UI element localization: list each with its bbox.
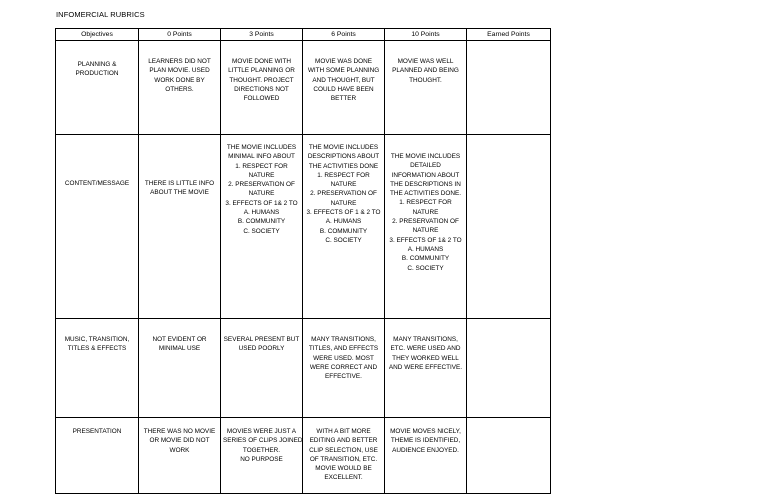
objective-cell [56, 319, 139, 418]
criteria-cell-10-points [385, 135, 467, 319]
criteria-cell-6-points [303, 418, 385, 494]
rubric-row-content-message [56, 135, 551, 319]
earned-points-cell [467, 319, 551, 418]
header-objectives: Objectives [56, 29, 139, 41]
criteria-line: USED POORLY [238, 345, 285, 353]
criteria-cell-0-points [139, 135, 221, 319]
criteria-line: NATURE [412, 227, 439, 235]
criteria-line: MOVIES WERE JUST A [226, 428, 297, 435]
criteria-line: LEARNERS DID NOT [148, 58, 211, 65]
criteria-line: WITH SOME PLANNING [307, 67, 380, 75]
rubric-row-presentation [56, 418, 551, 494]
criteria-cell-0-points [139, 418, 221, 494]
criteria-line: THEME IS IDENTIFIED, [390, 437, 461, 445]
criteria-line: 3. EFFECTS OF 1& 2 TO [225, 199, 298, 207]
criteria-line: SEVERAL PRESENT BUT [223, 336, 300, 343]
criteria-line: MOVIE WOULD BE [315, 465, 372, 473]
rubric-row-planning-production [56, 41, 551, 135]
criteria-cell-0-points [139, 41, 221, 135]
criteria-line: WERE CORRECT AND [309, 363, 378, 371]
criteria-cell-10-points [385, 41, 467, 135]
criteria-line: 2. PRESERVATION OF [228, 181, 295, 189]
objective-cell [56, 135, 139, 319]
earned-points-cell [467, 418, 551, 494]
criteria-line: AND THOUGHT, BUT [312, 76, 375, 84]
criteria-line: TOGETHER. [242, 446, 281, 454]
criteria-line: THE MOVIE INCLUDES [390, 153, 461, 160]
header-row [56, 29, 551, 41]
document-title: INFOMERCIAL RUBRICS [56, 10, 145, 19]
criteria-cell-10-points [385, 418, 467, 494]
objective-cell [56, 41, 139, 135]
criteria-line: THE ACTIVITIES DONE [308, 162, 379, 170]
criteria-cell-3-points [221, 319, 303, 418]
criteria-line: 1. RESPECT FOR [399, 199, 452, 207]
criteria-line: THOUGHT. [409, 76, 442, 84]
criteria-line: BETTER [330, 95, 357, 103]
objective-line: PLANNING & [77, 61, 117, 68]
header-10-points: 10 Points [385, 29, 467, 41]
objective-line: MUSIC, TRANSITION, [64, 336, 130, 343]
criteria-cell-3-points [221, 41, 303, 135]
criteria-line: A. HUMANS [243, 209, 280, 217]
earned-points-cell [467, 135, 551, 319]
criteria-line: WORK [169, 446, 190, 454]
objective-line: PRODUCTION [75, 70, 119, 78]
criteria-line: AUDIENCE ENJOYED. [392, 446, 459, 454]
criteria-line: LITTLE PLANNING OR [228, 67, 295, 75]
criteria-line: THE ACTIVITIES DONE. [389, 190, 462, 198]
criteria-line: ABOUT THE MOVIE [150, 189, 209, 197]
criteria-line: C. SOCIETY [243, 227, 280, 235]
objective-line: PRESENTATION [72, 428, 122, 435]
criteria-line: SERIES OF CLIPS JOINED [223, 437, 303, 445]
criteria-line: NATURE [330, 199, 357, 207]
header-3-points: 3 Points [221, 29, 303, 41]
criteria-cell-3-points [221, 418, 303, 494]
criteria-line: MINIMAL INFO ABOUT [228, 153, 295, 161]
criteria-line: THOUGHT. PROJECT [229, 76, 294, 84]
criteria-line: EDITING AND BETTER [309, 437, 378, 445]
criteria-line: A. HUMANS [407, 245, 444, 253]
criteria-line: 1. RESPECT FOR [317, 171, 370, 179]
criteria-line: DIRECTIONS NOT [234, 85, 289, 93]
criteria-line: DETAILED [410, 162, 441, 170]
criteria-line: FOLLOWED [243, 95, 280, 103]
rubric-row-music-transition-titles-effects [56, 319, 551, 418]
criteria-line: MANY TRANSITIONS, [393, 336, 458, 343]
criteria-line: B. COMMUNITY [319, 227, 368, 235]
criteria-line: MOVIE WAS WELL [397, 58, 454, 65]
criteria-line: NATURE [412, 208, 439, 216]
criteria-line: NATURE [248, 171, 275, 179]
criteria-line: THEY WORKED WELL [392, 354, 459, 362]
criteria-line: B. COMMUNITY [237, 218, 286, 226]
criteria-line: AND WERE EFFECTIVE. [388, 363, 463, 371]
criteria-line: EFFECTIVE. [325, 373, 362, 381]
criteria-line: MINIMAL USE [158, 345, 201, 353]
criteria-line: DESCRIPTIONS ABOUT [307, 153, 380, 161]
objective-line: TITLES & EFFECTS [67, 345, 127, 353]
criteria-line: ETC. WERE USED AND [390, 345, 461, 353]
criteria-line: NATURE [330, 181, 357, 189]
header-earned-points: Earned Points [467, 29, 551, 41]
criteria-cell-6-points [303, 319, 385, 418]
criteria-line: OR MOVIE DID NOT [149, 437, 210, 445]
header-6-points: 6 Points [303, 29, 385, 41]
criteria-line: C. SOCIETY [325, 236, 362, 244]
criteria-cell-3-points [221, 135, 303, 319]
criteria-line: PLAN MOVIE. USED [149, 67, 210, 75]
criteria-line: A. HUMANS [325, 218, 362, 226]
criteria-line: THE DESCRIPTIONS IN [390, 180, 461, 188]
objective-cell [56, 418, 139, 494]
criteria-line: C. SOCIETY [407, 264, 444, 272]
criteria-line: 3. EFFECTS OF 1& 2 TO [389, 236, 462, 244]
criteria-line: NATURE [248, 190, 275, 198]
criteria-line: THERE IS LITTLE INFO [144, 180, 215, 187]
rubric-table [55, 28, 551, 494]
criteria-line: WORK DONE BY [154, 76, 205, 84]
criteria-cell-10-points [385, 319, 467, 418]
criteria-line: 2. PRESERVATION OF [392, 218, 459, 226]
criteria-line: 2. PRESERVATION OF [310, 190, 377, 198]
criteria-line: COULD HAVE BEEN [313, 85, 374, 93]
criteria-cell-6-points [303, 41, 385, 135]
objective-line: CONTENT/MESSAGE [64, 180, 130, 187]
criteria-line: THE MOVIE INCLUDES [308, 144, 379, 151]
criteria-line: MOVIE WAS DONE [315, 58, 372, 65]
criteria-line: EXCELLENT. [324, 474, 363, 482]
header-0-points: 0 Points [139, 29, 221, 41]
criteria-line: THE MOVIE INCLUDES [226, 144, 297, 151]
criteria-line: OF TRANSITION, ETC. [309, 455, 378, 463]
criteria-line: CLIP SELECTION, USE [309, 446, 378, 454]
criteria-line: WERE USED. MOST [313, 354, 374, 362]
criteria-line: NOT EVIDENT OR [152, 336, 207, 343]
earned-points-cell [467, 41, 551, 135]
criteria-line: INFORMATION ABOUT [391, 171, 460, 179]
criteria-line: WITH A BIT MORE [316, 428, 371, 435]
criteria-line: MOVIE DONE WITH [232, 58, 291, 65]
criteria-line: 1. RESPECT FOR [235, 162, 288, 170]
criteria-line: THERE WAS NO MOVIE [143, 428, 216, 435]
criteria-cell-0-points [139, 319, 221, 418]
criteria-line: OTHERS. [165, 85, 194, 93]
criteria-line: MANY TRANSITIONS, [311, 336, 376, 343]
criteria-line: B. COMMUNITY [401, 255, 450, 263]
criteria-cell-6-points [303, 135, 385, 319]
criteria-line: 3. EFFECTS OF 1 & 2 TO [306, 209, 381, 217]
criteria-line: PLANNED AND BEING [392, 67, 459, 75]
criteria-line: MOVIE MOVES NICELY, [390, 428, 461, 435]
criteria-line: NO PURPOSE [240, 455, 283, 463]
criteria-line: TITLES, AND EFFECTS [308, 345, 379, 353]
